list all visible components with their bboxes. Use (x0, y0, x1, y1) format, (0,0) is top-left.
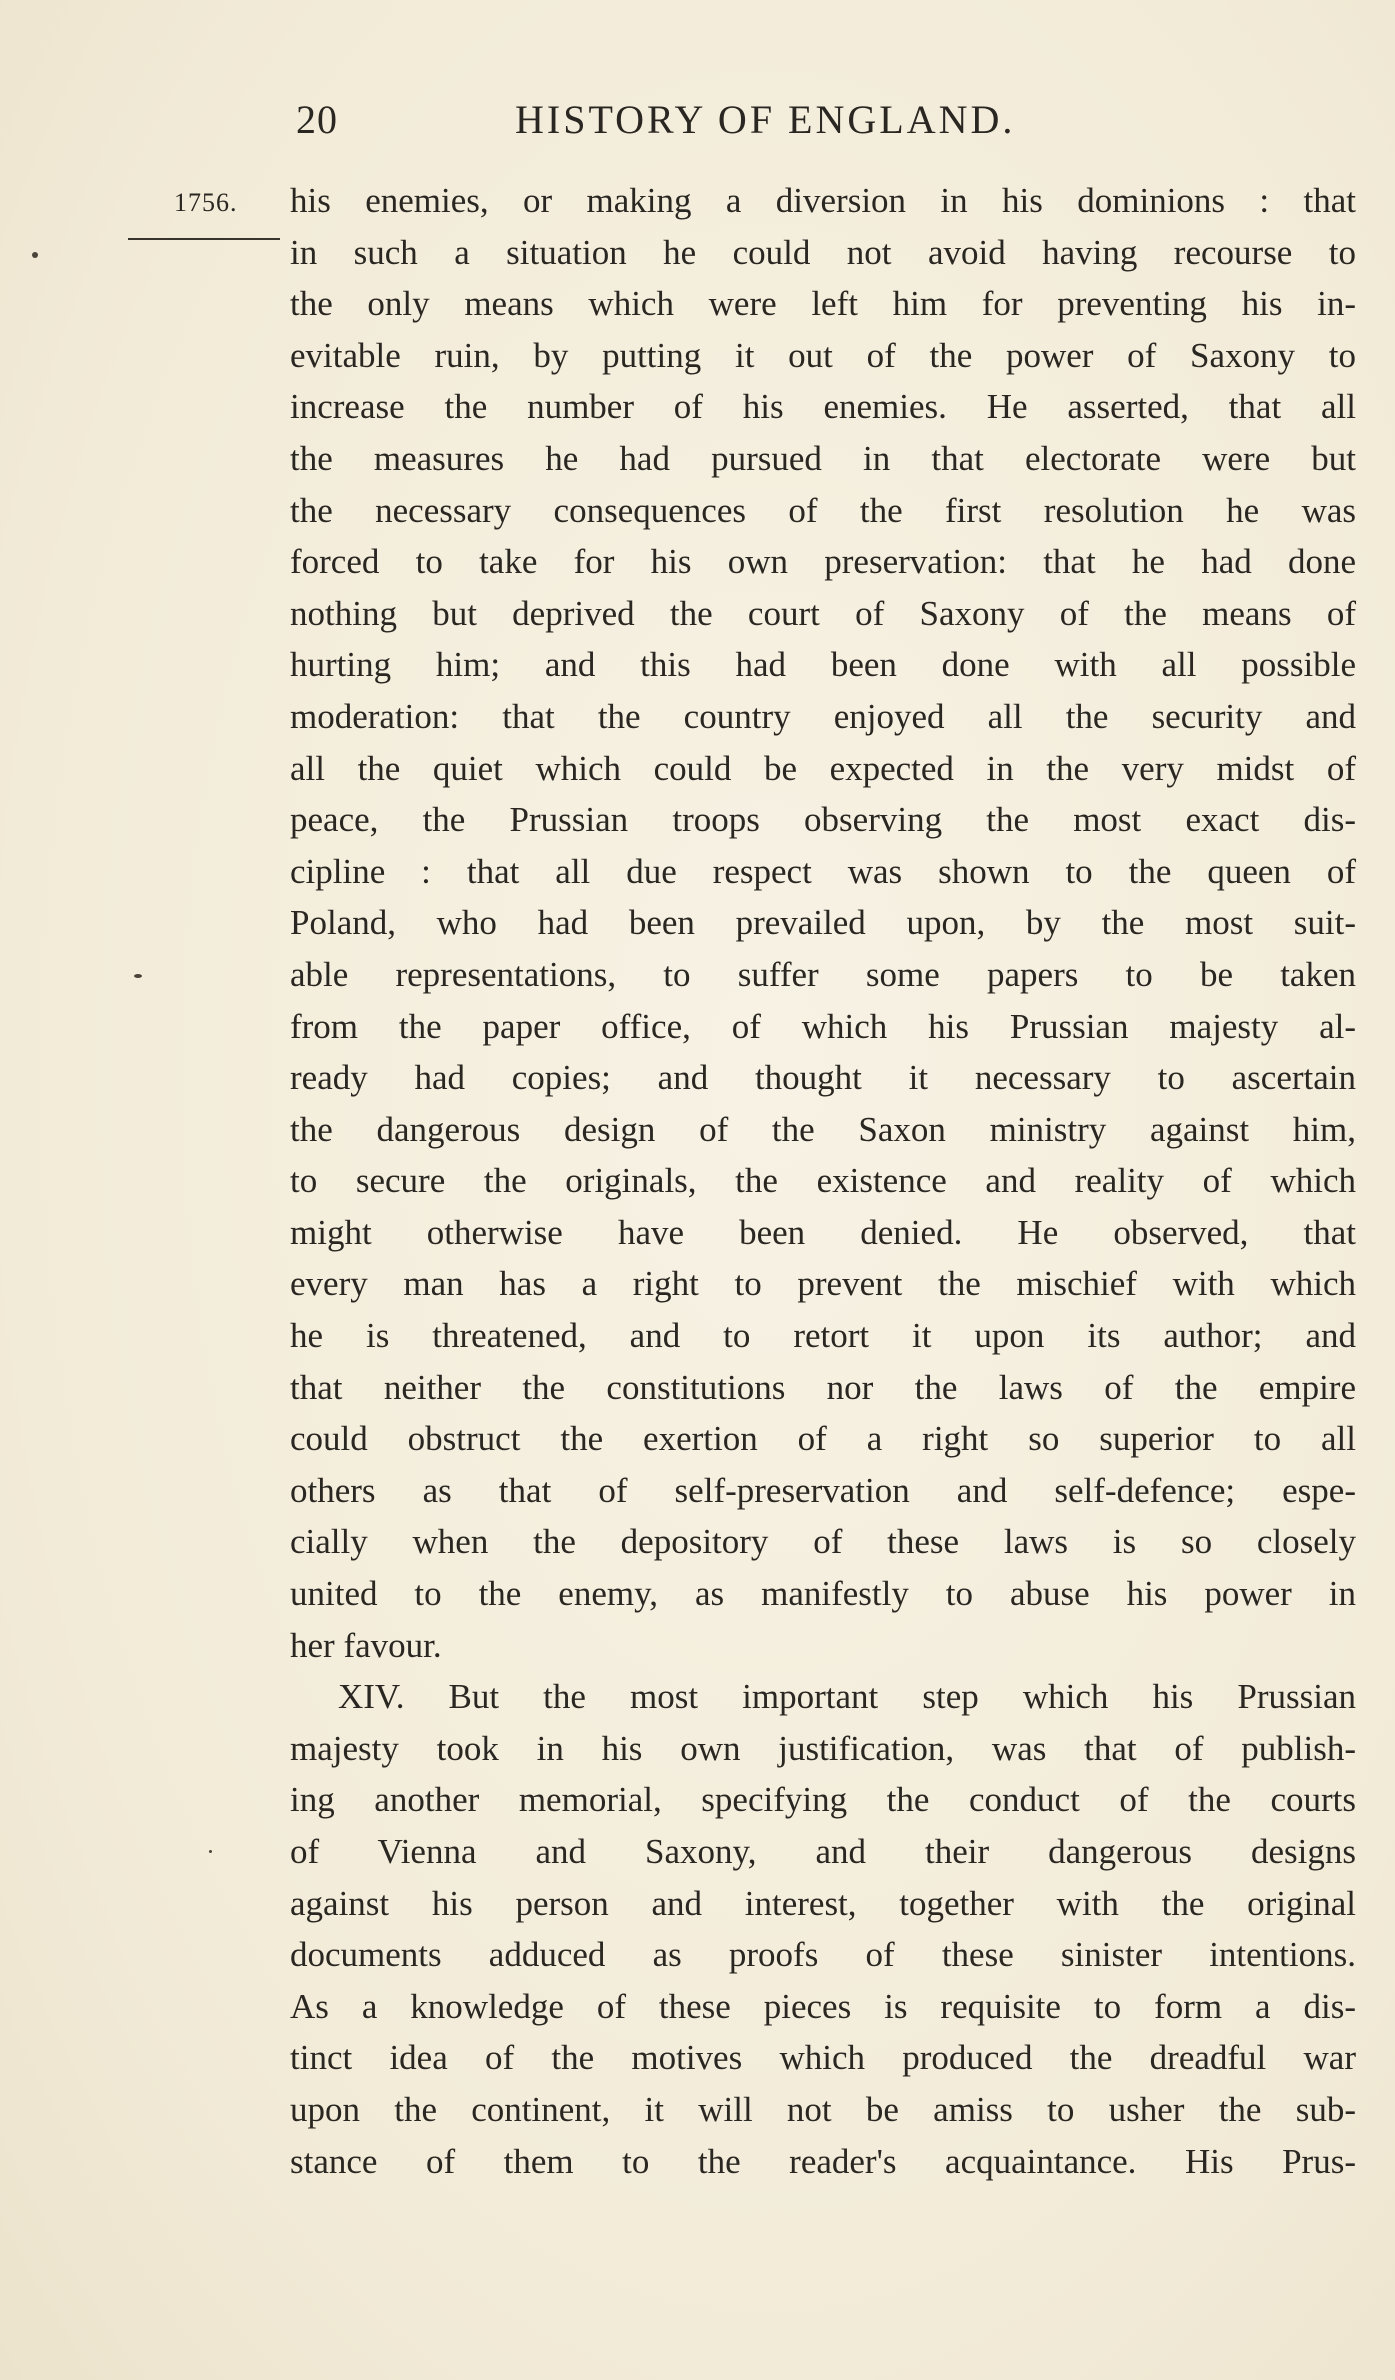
ink-speck (209, 1850, 212, 1853)
text-line: the only means which were left him for preventing his in- (290, 284, 1356, 324)
margin-rule (128, 238, 280, 240)
text-line: peace, the Prussian troops observing the most exact dis- (290, 800, 1356, 840)
section-heading-line: XIV. But the most important step which his Prussian (338, 1677, 1356, 1717)
text-line: every man has a right to prevent the mischief with which (290, 1264, 1356, 1304)
text-line: ready had copies; and thought it necessary to ascertain (290, 1058, 1356, 1098)
text-line: evitable ruin, by putting it out of the power of Saxony to (290, 335, 1356, 375)
text-line: able representations, to suffer some papers to be taken (290, 954, 1356, 994)
text-line: of Vienna and Saxony, and their dangerous designs (290, 1832, 1356, 1871)
text-line: Poland, who had been prevailed upon, by the most suit- (290, 903, 1356, 943)
text-line: hurting him; and this had been done with all possible (290, 645, 1356, 685)
text-line: stance of them to the reader's acquaintance. His Prus- (290, 2141, 1356, 2181)
text-line: cipline : that all due respect was shown to the queen of (290, 851, 1356, 891)
ink-speck (134, 974, 142, 978)
text-line: nothing but deprived the court of Saxony of the means of (290, 593, 1356, 633)
text-line: cially when the depository of these laws is so closely (290, 1522, 1356, 1562)
text-line: tinct idea of the motives which produced the dreadful war (290, 2038, 1356, 2078)
text-line: her favour. (290, 1625, 442, 1665)
text-line: moderation: that the country enjoyed all the security and (290, 696, 1356, 736)
text-line: others as that of self-preservation and self-defence; espe- (290, 1470, 1356, 1510)
text-line: he is threatened, and to retort it upon its author; and (290, 1316, 1356, 1356)
text-line: increase the number of his enemies. He asserted, that all (290, 387, 1356, 427)
text-line: that neither the constitutions nor the laws of the empire (290, 1367, 1356, 1407)
text-line: against his person and interest, together with the original (290, 1883, 1356, 1923)
page-number: 20 (296, 97, 338, 142)
text-line: united to the enemy, as manifestly to abuse his power in (290, 1574, 1356, 1614)
text-line: majesty took in his own justification, was that of publish- (290, 1728, 1356, 1768)
text-line: his enemies, or making a diversion in his dominions : that (290, 181, 1356, 220)
text-line: documents adduced as proofs of these sinister intentions. (290, 1935, 1356, 1975)
text-line: forced to take for his own preservation: that he had done (290, 542, 1356, 582)
ink-speck (32, 252, 38, 258)
page-header (0, 96, 1395, 156)
text-line: from the paper office, of which his Prussian majesty al- (290, 1006, 1356, 1046)
text-line: the dangerous design of the Saxon ministry against him, (290, 1109, 1356, 1149)
text-line: upon the continent, it will not be amiss to usher the sub- (290, 2089, 1356, 2129)
text-line: the measures he had pursued in that electorate were but (290, 438, 1356, 478)
running-head: HISTORY OF ENGLAND. (515, 97, 1016, 142)
text-line: might otherwise have been denied. He observed, that (290, 1212, 1356, 1252)
text-line: in such a situation he could not avoid having recourse to (290, 232, 1356, 272)
text-line: all the quiet which could be expected in the very midst of (290, 748, 1356, 788)
text-line: to secure the originals, the existence and reality of which (290, 1161, 1356, 1201)
text-line: could obstruct the exertion of a right so superior to all (290, 1419, 1356, 1459)
text-line: the necessary consequences of the first resolution he was (290, 490, 1356, 530)
body-text (290, 175, 1356, 2187)
text-line: ing another memorial, specifying the conduct of the courts (290, 1780, 1356, 1820)
text-line: As a knowledge of these pieces is requisite to form a dis- (290, 1986, 1356, 2026)
margin-year-note: 1756. (174, 188, 238, 217)
